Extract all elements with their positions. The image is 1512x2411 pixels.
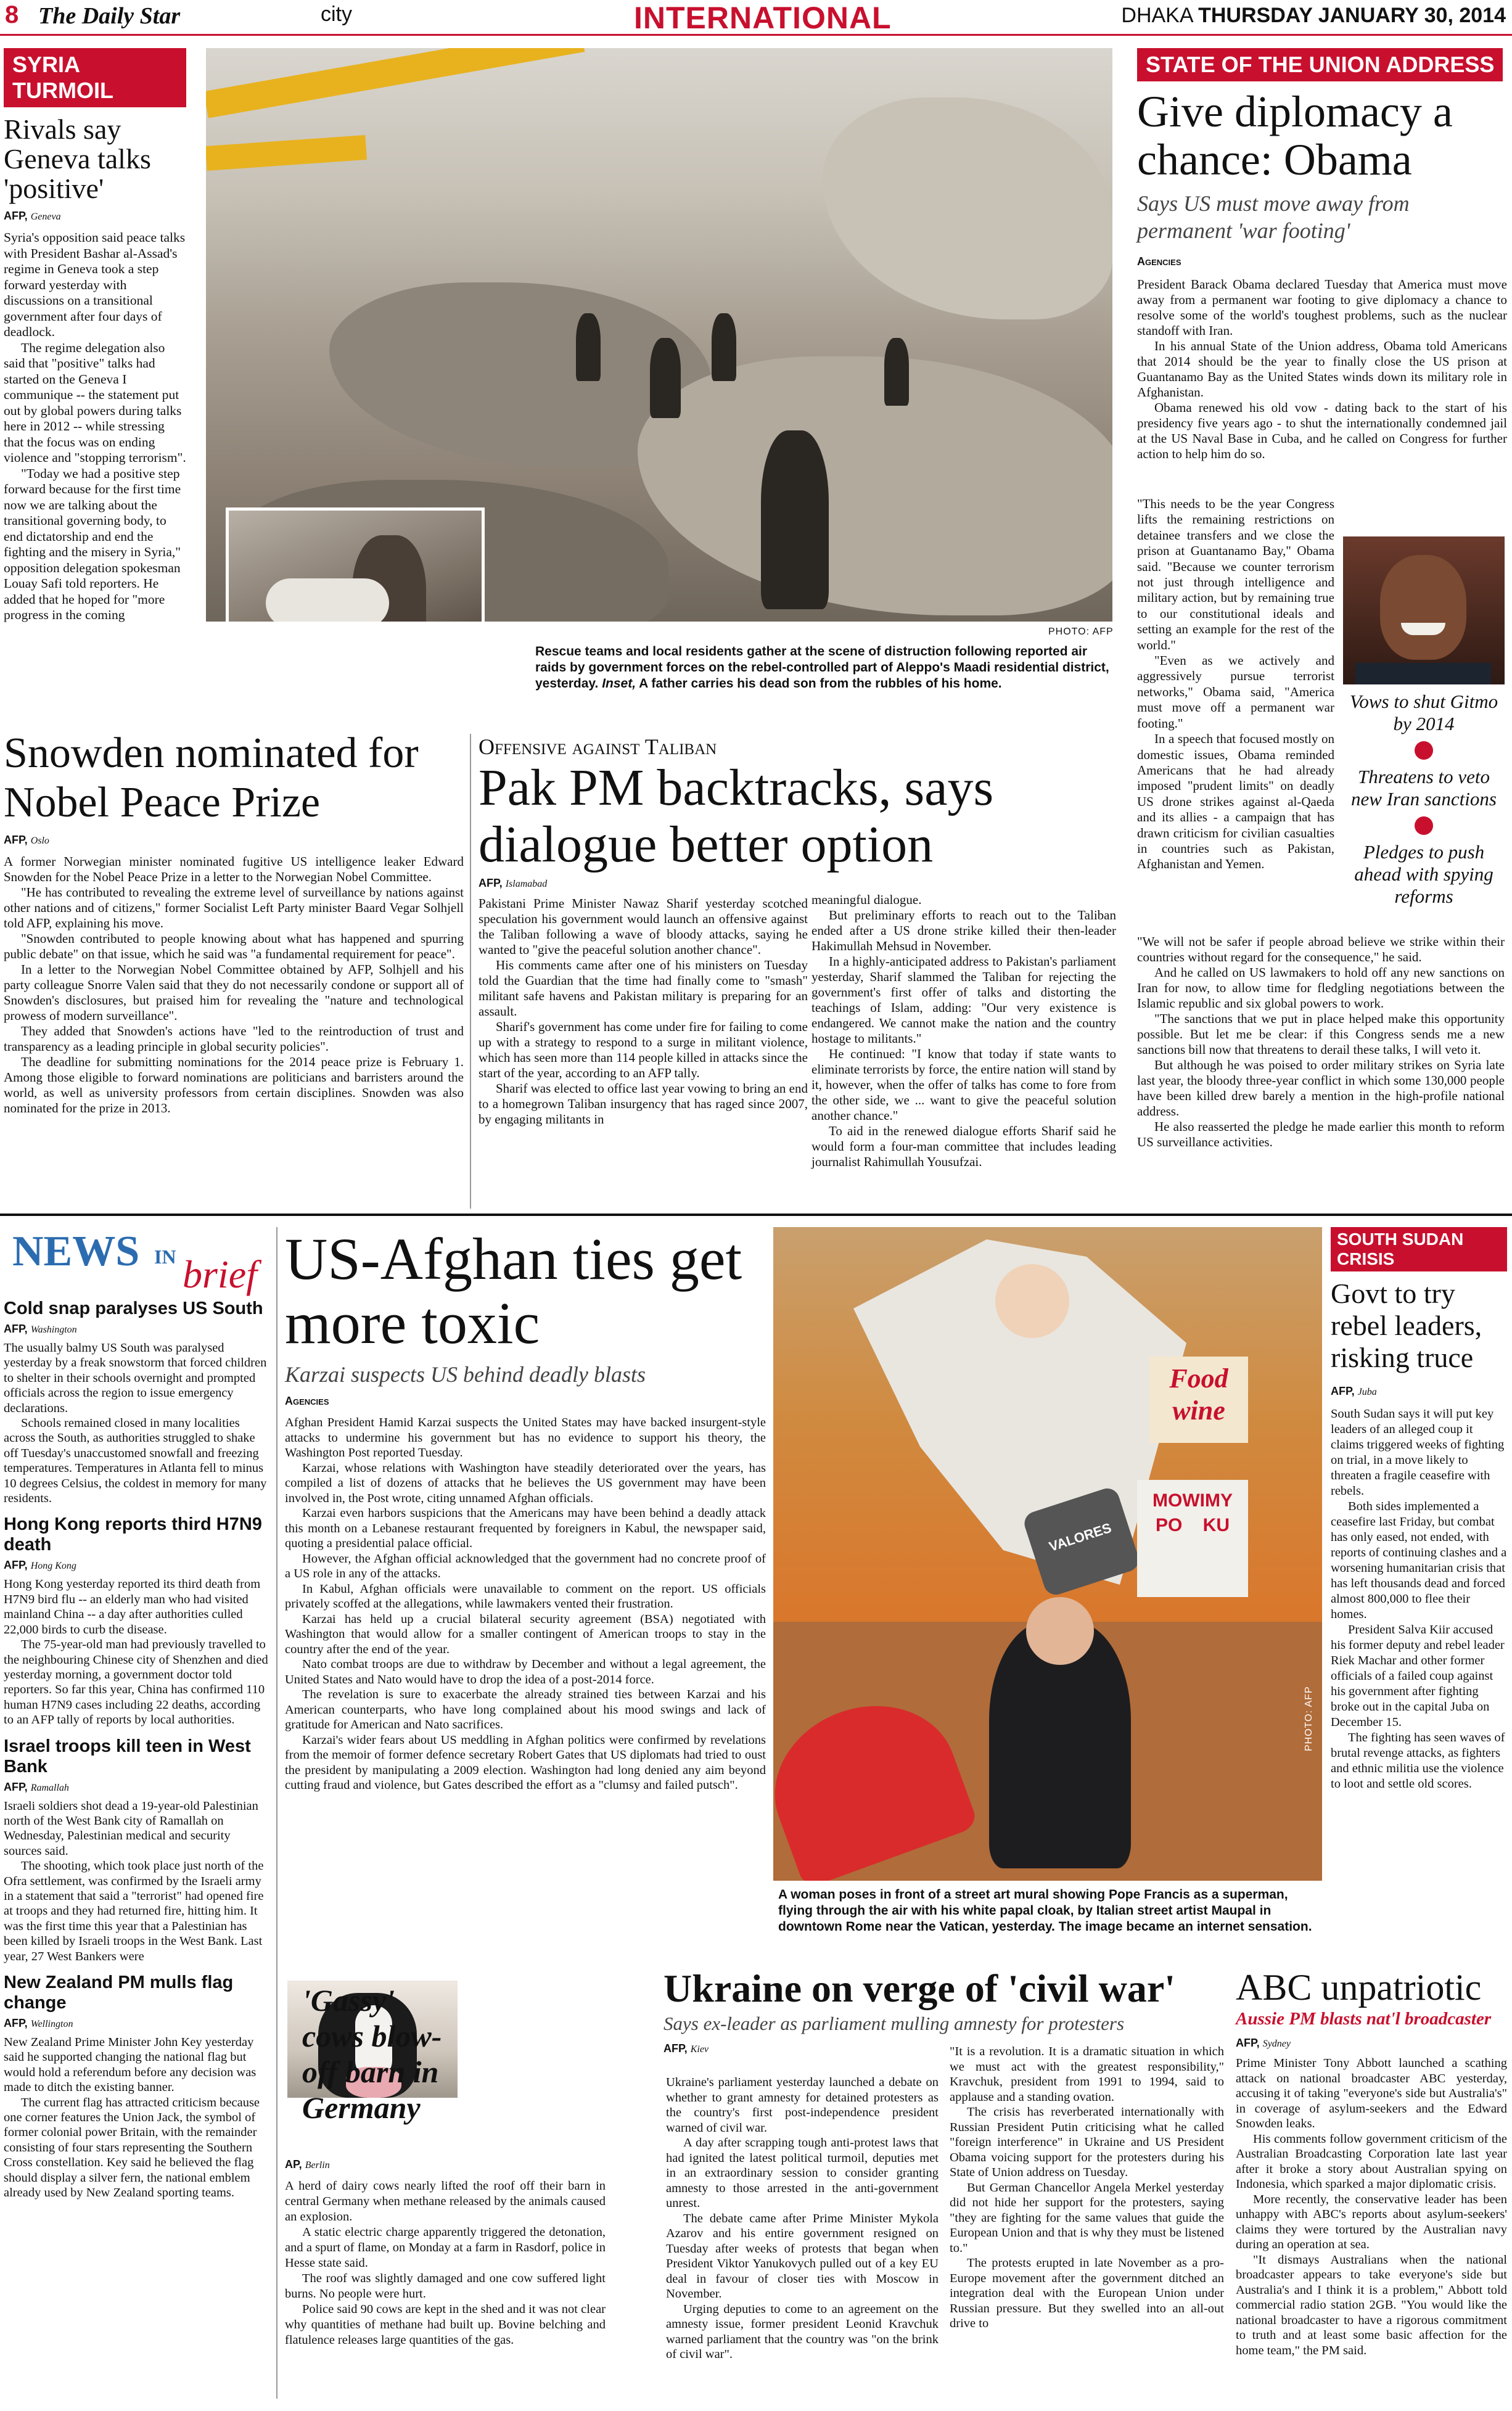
obama-para: President Barack Obama declared Tuesday that America must move away from a permanent war footing to give diplomacy a chance to resolve some of the world's toughest problems, such as the nuclear standoff with Iran.: [1137, 277, 1507, 338]
snowden-para: A former Norwegian minister nominated fugitive US intelligence leaker Edward Snowden for the Nobel Peace Prize in a letter to the Norwegian Nobel Committee.: [4, 854, 464, 884]
snowden-para: They added that Snowden's actions have "led to the reintroduction of trust and transparency as a leading principle in global security policies".: [4, 1024, 464, 1054]
man-standing: [761, 430, 829, 609]
snowden-para: "Snowden contributed to people knowing about what has happened and spurring public debate" on that issue, which he said was "a fundamental requirement for peace".: [4, 931, 464, 961]
obama-headline: Give diplomacy a chance: Obama: [1137, 87, 1453, 184]
brief-title: Cold snap paralyses US South: [4, 1299, 263, 1318]
ukraine-subhead: Says ex-leader as parliament mulling amnesty for protesters: [664, 2013, 1125, 2034]
obama-para: Obama renewed his old vow - dating back to the start of his presidency five years ago - to shut the internationally condemned jail at the US Naval Base in Cuba, and he called on Congress for further action to help him do so.: [1137, 400, 1507, 461]
sudan-kicker: SOUTH SUDAN CRISIS: [1331, 1227, 1507, 1271]
abc-body: Prime Minister Tony Abbott launched a scathing attack on national broadcaster ABC yesterday, accusing it of taking "everyone's side but Australia's" in coverage of asylum-seekers and the Edward Snowden leaks. His comments follow government criticism of the Australian Broadcasting Corporation late last year after it broke a story about Australian spying on Indonesia, which sparked a major diplomatic crisis. More recently, the conservative leader has been unhappy with ABC's reports about asylum-seekers' claims they were tortured by the Australian navy during an operation at sea. "It dismays Australians when the national broadcaster appears to take everyone's side but Australia's and I think it is a problem," Abbott told commercial radio station 2GB. "You would like the national broadcaster to have a rigorous commitment to truth and at least some basic affection for the home team," the PM said.: [1236, 2056, 1507, 2357]
mural-credit: PHOTO: AFP: [1304, 1686, 1314, 1751]
syria-kicker: SYRIA TURMOIL: [4, 48, 186, 107]
section-divider: [0, 1214, 1512, 1216]
afghan-subhead: Karzai suspects US behind deadly blasts: [285, 1362, 646, 1387]
ukraine-headline: Ukraine on verge of 'civil war': [664, 1966, 1176, 2010]
snowden-byline: AFP, Oslo: [4, 834, 49, 846]
sudan-body: South Sudan says it will put key leaders of an alleged coup it claims triggered weeks of fighting on trial, in a move likely to threaten a fragile ceasefire with rebels. Both sides implemented a ceasefire last Friday, but combat has only eased, not ended, with reports of continuing clashes and a worsening humanitarian crisis that has left thousands dead and forced almost 800,000 to flee their homes. President Salva Kiir accused his former deputy and rebel leader Riek Machar and other former officials of a failed coup against his government after fighting broke out in the capital Juba on December 15. The fighting has seen waves of brutal revenge attacks, as fighters and ethnic militia use the violence to loot and settle old scores.: [1331, 1407, 1507, 1791]
child-figure: [266, 578, 389, 622]
cows-article: AP, Berlin A herd of dairy cows nearly lifted the roof off their barn in central Germany when methane released by the animals caused an explosion. A static electric charge apparently triggered the detonation, and a spurt of flame, on Monday at a farm in Rasdorf, police in Hesse state said. The roof was slightly damaged and one cow suffered light burns. No people were hurt. Police said 90 cows are kept in the shed and it was not clear why quantities of methane had built up. Bovine belching and flatulence releases large quantities of the gas.: [285, 2158, 606, 2347]
brief-title: Hong Kong reports third H7N9 death: [4, 1514, 262, 1555]
abc-headline: ABC unpatriotic: [1236, 1967, 1482, 2008]
syria-para: "Today we had a positive step forward because for the first time now we are talking about the transitional governing body, to end dictatorship and end the fighting and the misery in Syria," opposition delegation spokesman Louay Safi told reporters. He added that he hoped for "more progress in the coming: [4, 466, 181, 622]
page-number: 8: [5, 1, 19, 28]
aleppo-caption: Rescue teams and local residents gather at the scene of distruction following reported air raids by government forces on the rebel-controlled part of Aleppo's Maadi residential district, yesterday. Inset, A father carries his dead son from the rubbles of his home.: [535, 644, 1109, 691]
pak-kicker: Offensive against Taliban: [479, 734, 717, 759]
obama-para: "Even as we actively and aggressively pursue terrorist networks," Obama said, "America must move off a permanent war footing.": [1137, 653, 1334, 731]
news-in-brief: NEWS IN brief Cold snap paralyses US South AFP, Washington The usually balmy US South was paralysed yesterday by a freak snowstorm that forced children to shelter in their schools overnight and prompted officials across the region to issue emergency declarations. Schools remained closed in many localities across the South, as authorities struggled to shake off Tuesday's unaccustomed snowfall and freezing temperatures. Temperatures in Atlanta fell to minus 10 degrees Celsius, the coldest in memory for many residents. Hong Kong reports third H7N9 death AFP, Hong Kong Hong Kong yesterday reported its third death from H7N9 bird flu -- an elderly man who had visited mainland China -- a day after authorities culled 22,000 birds to curb the disease. The 75-year-old man had previously travelled to the neighbouring Chinese city of Shenzhen and died yesterday morning, a government doctor told reporters. So far this year, China has confirmed 110 human H7N9 cases including 22 deaths, according to an AFP tally of reports by local authorities. Israel troops kill teen in West Bank AFP, Ramallah Israeli soldiers shot dead a 19-year-old Palestinian north of the West Bank city of Ramallah on Wednesday, Palestinian medical and security sources said. The shooting, which took place just north of the Ofra settlement, was confirmed by the Israeli army in a statement that said a "terrorist" had opened fire at troops and they had returned fire, hitting him. It was the first time this year that a Palestinian has been killed by Israeli troops in the West Bank. Last year, 27 West Bankers were New Zealand PM mulls flag change AFP, Wellington New Zealand Prime Minister John Key yesterday said he supported changing the national flag but would hold a referendum before any decision was made to ditch the existing banner. The current flag has attracted criticism because one corner features the Union Jack, the symbol of former colonial power Britain, with the remainder consisting of four stars representing the Southern Cross constellation. Key said he believed the flag should display a silver fern, the national emblem already used by New Zealand sporting teams.: [4, 1228, 268, 2200]
obama-kicker: STATE OF THE UNION ADDRESS: [1137, 48, 1503, 81]
crane-arm: [206, 48, 585, 118]
ukraine-article: Ukraine on verge of 'civil war' Says ex-leader as parliament mulling amnesty for protesters AFP, Kiev: [664, 1967, 1231, 2061]
mural-caption: A woman poses in front of a street art mural showing Pope Francis as a superman, flying through the air with his white papal cloak, by Italian street artist Maupal in downtown Rome near the Vatican, yesterday. The image became an internet sensation.: [778, 1887, 1312, 1934]
bullet-icon: [1415, 741, 1433, 760]
bullet-icon: [1415, 816, 1433, 835]
pak-col2: meaningful dialogue. But preliminary efforts to reach out to the Taliban ended after a US drone strike killed their then-leader Hakimullah Mehsud in November. In a highly-anticipated address to Pakistan's parliament yesterday, Sharif slammed the Taliban for rejecting the government's first offer of talks and distorting the teachings of Islam, adding: "Our very existence is endangered. We cannot make the nation and the country hostage to militants." He continued: "I know that today if state wants to eliminate terrorists by force, the entire nation will stand by it, however, when the offer of talks has come to fore from the other side, we ... want to give the peaceful solution another chance." To aid in the renewed dialogue efforts Sharif said he would form a four-man committee that includes leading journalist Rahimullah Yousufzai.: [811, 892, 1116, 1169]
obama-article: [1137, 48, 1507, 462]
pope-mural-photo: [773, 1227, 1322, 1881]
obama-body: [1137, 277, 1507, 462]
snowden-para: "He has contributed to revealing the extreme level of surveillance by nations against other nations and of citizens," former Socialist Left Party minister Baard Vegar Solhjell told AFP, explaining his move.: [4, 885, 464, 930]
snowden-headline: Snowden nominated for Nobel Peace Prize: [4, 729, 419, 826]
sidebar-point: Vows to shut Gitmo by 2014: [1349, 691, 1498, 734]
brief-title: Israel troops kill teen in West Bank: [4, 1736, 251, 1776]
snowden-body: [4, 854, 464, 1116]
syria-byline: AFP, Geneva: [4, 210, 61, 222]
syria-para: The regime delegation also said that "positive" talks had started on the Geneva I communique -- the statement put out by global powers during talks here in 2012 -- while stressing that the focus was on ending violence and "stopping terrorism".: [4, 340, 186, 465]
snowden-para: In a letter to the Norwegian Nobel Committee obtained by AFP, Solhjell and his party colleague Snorre Valen said that they do not necessarily condone or support all of Snowden's disclosures, but praised him for revealing the "nature and technological prowess of modern surveillance".: [4, 962, 464, 1023]
ukraine-col2: "It is a revolution. It is a dramatic situation in which we must act with the greatest responsibility," Kravchuk, president from 1991 to 1994, said to applause and a standing ovation. The crisis has reverberated internationally with Russian President Putin criticising what he called "foreign interference" in Ukraine and US President Obama voicing support for the protesters during his State of Union address on Tuesday. But German Chancellor Angela Merkel yesterday did not hide her support for the protesters, saying "they are fighting for the same values that guide the European Union and that is why they must be listened to." The protests erupted in late November as a pro-Europe movement after the government ditched an integration deal with the European Union under Russian pressure. But they swelled into an all-out drive to: [950, 2045, 1224, 2330]
syria-article: [4, 48, 186, 623]
obama-para: "We will not be safer if people abroad believe we strike within their countries without regard for the consequence," he said.: [1137, 934, 1505, 964]
afghan-article: [285, 1227, 766, 1793]
crane-base: [206, 135, 367, 171]
sidebar-point: Pledges to push ahead with spying reforms: [1354, 841, 1494, 907]
dateline: DHAKA THURSDAY JANUARY 30, 2014: [1121, 4, 1506, 27]
snowden-para: The deadline for submitting nominations for the 2014 peace prize is February 1. Among those eligible to forward nominations are politicians and barristers around the world, as well as university professors from certain disciplines. Snowden was also nominated for the prize in 2013.: [4, 1054, 464, 1115]
page-header: [0, 0, 1512, 36]
snowden-article: [4, 729, 464, 1116]
column-rule: [470, 734, 471, 1209]
pak-headline: Pak PM backtracks, says dialogue better option: [479, 759, 994, 873]
afghan-headline: US-Afghan ties get more toxic: [285, 1226, 742, 1356]
column-rule: [276, 1227, 277, 2399]
abc-subhead: Aussie PM blasts nat'l broadcaster: [1236, 2009, 1492, 2029]
afghan-byline: Agencies: [285, 1395, 329, 1407]
obama-subhead: Says US must move away from permanent 'war footing': [1137, 191, 1410, 243]
obama-para: And he called on US lawmakers to hold off any new sanctions on Iran for now, to allow time for fledgling negotiations between the Islamic republic and six global powers to work.: [1137, 965, 1505, 1011]
aleppo-credit: PHOTO: AFP: [1048, 626, 1114, 637]
sudan-headline: Govt to try rebel leaders, risking truce: [1331, 1278, 1482, 1373]
obama-para: "This needs to be the year Congress lifts the remaining restrictions on detainee transfers and we close the prison at Guantanamo Bay," Obama said. "Because we counter terrorism not just through intelligence and military action, but by remaining true to our constitutional ideals and setting an example for the rest of the world.": [1137, 496, 1334, 652]
obama-byline: Agencies: [1137, 255, 1181, 268]
abc-article: ABC unpatriotic Aussie PM blasts nat'l broadcaster AFP, Sydney Prime Minister Tony Abbott launched a scathing attack on national broadcaster ABC yesterday, accusing it of taking "everyone's side but Australia's" in coverage of asylum-seekers and the Edward Snowden leaks. His comments follow government criticism of the Australian Broadcasting Corporation late last year after it broke a story about Australian spying on Indonesia, which sparked a major diplomatic crisis. More recently, the conservative leader has been unhappy with ABC's reports about asylum-seekers' claims they were tortured by the Australian navy during an operation at sea. "It dismays Australians when the national broadcaster appears to take everyone's side but Australia's and I think it is a problem," Abbott told commercial radio station 2GB. "You would like the national broadcaster to have a rigorous commitment to truth and at least some basic affection for the home team," the PM said.: [1236, 1967, 1507, 2357]
afghan-body: Afghan President Hamid Karzai suspects the United States may have backed insurgent-style attacks to undermine his government but has no evidence to support his theory, the Washington Post reported Tuesday. Karzai, whose relations with Washington have steadily deteriorated over the years, has compiled a list of dozens of attacks that he believes the US government may have been involved in, the Post wrote, citing unnamed Afghan officials. Karzai even harbors suspicions that the Americans may have been behind a deadly attack this month on a Lebanese restaurant frequented by foreigners in Kabul, the newspaper said, quoting a presidential palace official. However, the Afghan official acknowledged that the government had no concrete proof of a US role in any of the attacks. In Kabul, Afghan officials were unavailable to comment on the report. US officials privately scoffed at the allegations, while lawmakers vented their frustration. Karzai has held up a crucial bilateral security agreement (BSA) negotiated with Washington that would allow for a smaller contingent of American troops to stay in the country after the end of the year. Nato combat troops are due to withdraw by December and without a legal agreement, the United States and Nato would have to drop the idea of a post-2014 force. The revelation is sure to exacerbate the already strained ties between Karzai and his American counterparts, who have long complained about his mood swings and lack of gratitude for American and Nato sacrifices. Karzai's wider fears about US meddling in Afghan politics were confirmed by revelations from the memoir of former defence secretary Robert Gates that US diplomats had tried to oust the president by manipulating a 2009 election. Washington had long denied any aim beyond cutting fraud and violence, but Gates described the effort as a "clumsy and failed putsch".: [285, 1416, 766, 1792]
obama-para: "The sanctions that we put in place helped make this opportunity possible. But let me be clear: if this Congress sends me a new sanctions bill now that threatens to derail these talks, I will veto it.: [1137, 1011, 1505, 1057]
food-wine-sign: Food wine: [1149, 1357, 1248, 1443]
section-title: INTERNATIONAL: [634, 1, 892, 35]
mowimy-sign: MOWIMY PO KU: [1137, 1480, 1248, 1597]
obama-sidebar: [1343, 691, 1505, 908]
brief-title: New Zealand PM mulls flag change: [4, 1973, 234, 2013]
inset-photo: [226, 507, 485, 622]
obama-para: In his annual State of the Union address, Obama told Americans that 2014 should be the year to finally close the US prison at Guantanamo Bay as the United States winds down its military role in Afghanistan.: [1137, 339, 1507, 400]
obama-body-narrow: [1137, 496, 1334, 873]
aleppo-photo: [206, 48, 1112, 622]
obama-para: He also reasserted the pledge he made earlier this month to reform US surveillance activities.: [1137, 1119, 1505, 1149]
obama-para: But although he was poised to order military strikes on Syria late last year, the bloody three-year conflict in which some 130,000 people have been killed drew barely a mention in the high-profile national address.: [1137, 1058, 1505, 1119]
syria-headline: Rivals say Geneva talks 'positive': [4, 113, 151, 204]
section-city: city: [321, 2, 352, 26]
valores-bag: VALORES: [1021, 1485, 1141, 1598]
sudan-article: SOUTH SUDAN CRISIS Govt to try rebel leaders, risking truce AFP, Juba South Sudan says it will put key leaders of an alleged coup it claims triggered weeks of fighting on trial, in a move likely to threaten a fragile ceasefire with rebels. Both sides implemented a ceasefire last Friday, but combat has only eased, not ended, with reports of continuing clashes and a worsening humanitarian crisis that has left thousands dead and forced almost 800,000 to flee their homes. President Salva Kiir accused his former deputy and rebel leader Riek Machar and other former officials of a failed coup against his government after fighting broke out in the capital Juba on December 15. The fighting has seen waves of brutal revenge attacks, as fighters and ethnic militia use the violence to loot and settle old scores.: [1331, 1227, 1507, 1792]
ukraine-col1: Ukraine's parliament yesterday launched a debate on whether to grant amnesty for detained protesters as the country's first post-independence president warned of civil war. A day after scrapping tough anti-protest laws that had ignited the latest political turmoil, deputies met in an extraordinary session to consider granting amnesty to those arrested in the anti-government unrest. The debate came after Prime Minister Mykola Azarov and his entire government resigned on Tuesday after weeks of protests that began when President Viktor Yanukovych pulled out of a key EU deal in favour of closer ties with Moscow in November. Urging deputies to come to an agreement on the amnesty issue, former president Leonid Kravchuk warned parliament that the country was "on the brink of civil war".: [666, 2076, 939, 2361]
obama-para: In a speech that focused mostly on domestic issues, Obama reminded Americans that he had already imposed "prudent limits" on deadly US drone strikes against al-Qaeda and its allies - a campaign that has drawn criticism for civilian casualties in countries such as Pakistan, Afghanistan and Yemen.: [1137, 731, 1334, 872]
syria-body: [4, 230, 186, 623]
masthead-logo: The Daily Star: [38, 3, 181, 29]
cows-headline: 'Gassy' cows blow-off barn in Germany: [302, 1983, 442, 2125]
pak-byline: AFP, Islamabad: [479, 877, 548, 889]
pak-col1: Pakistani Prime Minister Nawaz Sharif yesterday scotched speculation his government would launch an offensive against the Taliban following a wave of bloody attacks, saying he wanted to "give the peaceful solution another chance". His comments came after one of his ministers on Tuesday told the Guardian that the time had finally come to "smash" militant safe havens and Pakistan military is preparing for an assault. Sharif's government has come under fire for failing to come up with a strategy to respond to a surge in militant violence, which has seen more than 114 people killed in attacks since the start of the year, according to an AFP tally. Sharif was elected to office last year vowing to bring an end to a homegrown Taliban insurgency that has raged since 2007, by engaging militants in: [479, 896, 808, 1127]
sidebar-point: Threatens to veto new Iran sanctions: [1351, 766, 1497, 810]
brief-logo: NEWS IN brief: [12, 1228, 257, 1296]
obama-body-wide: [1137, 934, 1505, 1150]
obama-portrait: [1343, 536, 1505, 684]
syria-para: Syria's opposition said peace talks with President Bashar al-Assad's regime in Geneva took a step forward yesterday with discussions on a transitional government after four days of deadlock.: [4, 230, 186, 339]
